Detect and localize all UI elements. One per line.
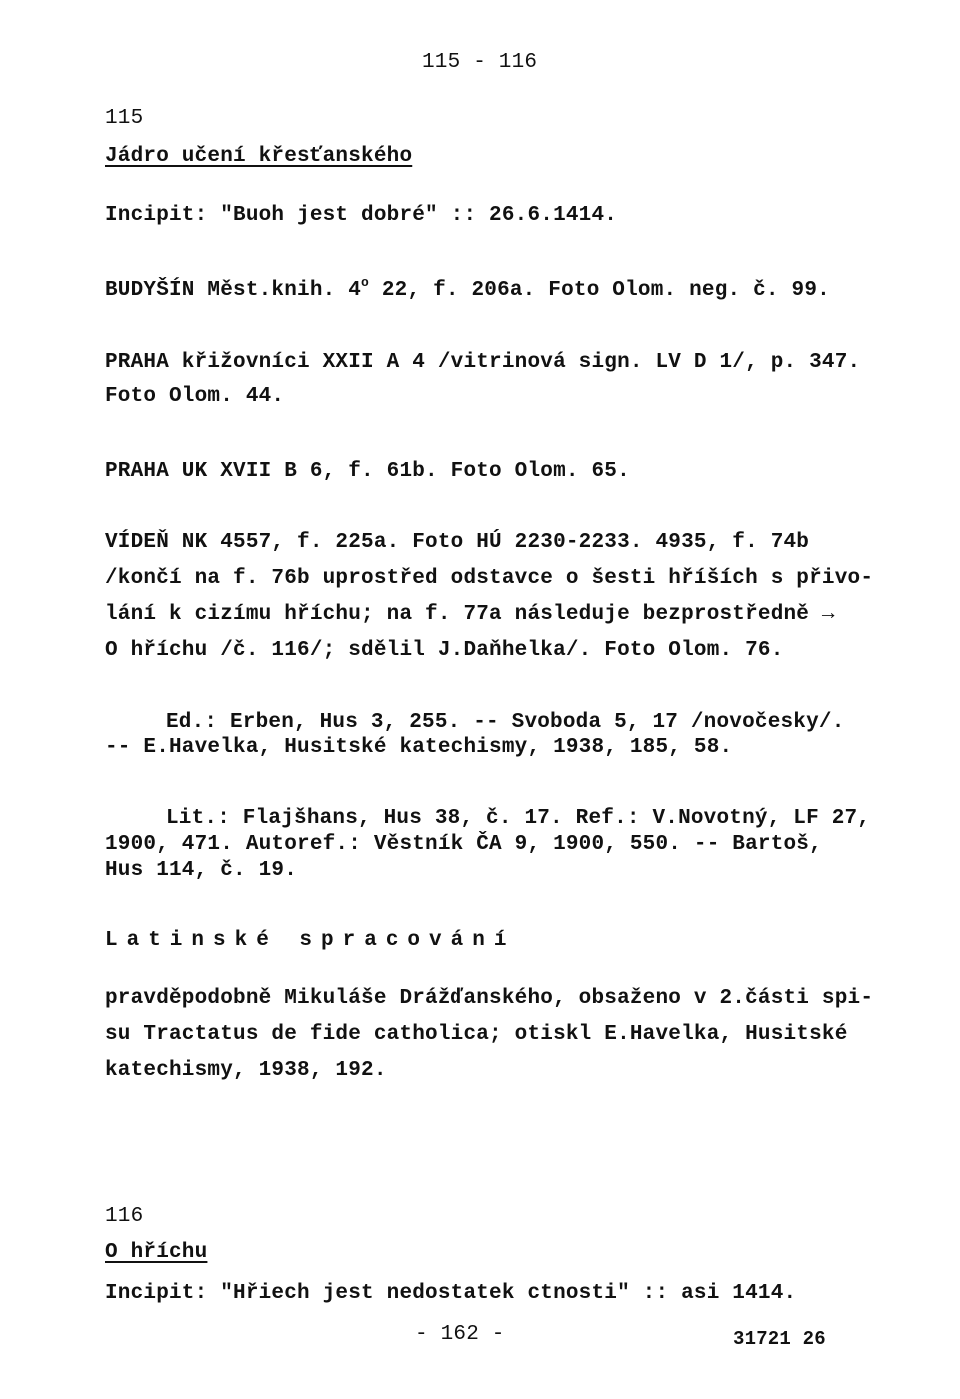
format-superscript: o	[361, 275, 370, 290]
manuscript-budysin-a: BUDYŠÍN Měst.knih. 4	[105, 279, 362, 302]
incipit: Incipit: "Hřiech jest nedostatek ctnosti" :: asi 1414.	[105, 1282, 797, 1305]
latin-heading: Latinské spracování	[105, 929, 516, 952]
literature-line-1: Lit.: Flajšhans, Hus 38, č. 17. Ref.: V.Novotný, LF 27,	[166, 807, 871, 830]
manuscript-budysin	[105, 275, 830, 302]
manuscript-viden-line-3: lání k cizímu hříchu; na f. 77a následuje bezprostředně →	[105, 603, 835, 626]
incipit: Incipit: "Buoh jest dobré" :: 26.6.1414.	[105, 204, 618, 227]
entry-number: 115	[105, 107, 144, 130]
literature-line-3: Hus 114, č. 19.	[105, 859, 298, 882]
manuscript-praha-1-line-2: Foto Olom. 44.	[105, 385, 285, 408]
entry-title: O hříchu	[105, 1241, 208, 1264]
manuscript-viden-line-2: /končí na f. 76b uprostřed odstavce o šesti hříších s přivo-	[105, 567, 874, 590]
literature-line-2: 1900, 471. Autoref.: Věstník ČA 9, 1900, 550. -- Bartoš,	[105, 833, 822, 856]
entry-number: 116	[105, 1205, 144, 1228]
manuscript-viden-line-1: VÍDEŇ NK 4557, f. 225a. Foto HÚ 2230-2233. 4935, f. 74b	[105, 531, 810, 554]
latin-line-1: pravděpodobně Mikuláše Drážďanského, obsaženo v 2.části spi-	[105, 987, 874, 1010]
latin-line-2: su Tractatus de fide catholica; otiskl E.Havelka, Husitské	[105, 1023, 848, 1046]
entry-title: Jádro učení křesťanského	[105, 145, 413, 168]
latin-line-3: katechismy, 1938, 192.	[105, 1059, 387, 1082]
edition-line-2: -- E.Havelka, Husitské katechismy, 1938, 185, 58.	[105, 736, 733, 759]
manuscript-viden-line-4: O hříchu /č. 116/; sdělil J.Daňhelka/. Foto Olom. 76.	[105, 639, 784, 662]
manuscript-praha-1-line-1: PRAHA křižovníci XXII A 4 /vitrinová sign. LV D 1/, p. 347.	[105, 351, 861, 374]
edition-line-1: Ed.: Erben, Hus 3, 255. -- Svoboda 5, 17 /novočesky/.	[166, 711, 845, 734]
manuscript-praha-2: PRAHA UK XVII B 6, f. 61b. Foto Olom. 65.	[105, 460, 630, 483]
page-header: 115 - 116	[422, 51, 538, 74]
archive-stamp: 31721 26	[733, 1328, 826, 1350]
manuscript-budysin-b: 22, f. 206a. Foto Olom. neg. č. 99.	[369, 279, 830, 302]
page-number: - 162 -	[415, 1323, 505, 1346]
